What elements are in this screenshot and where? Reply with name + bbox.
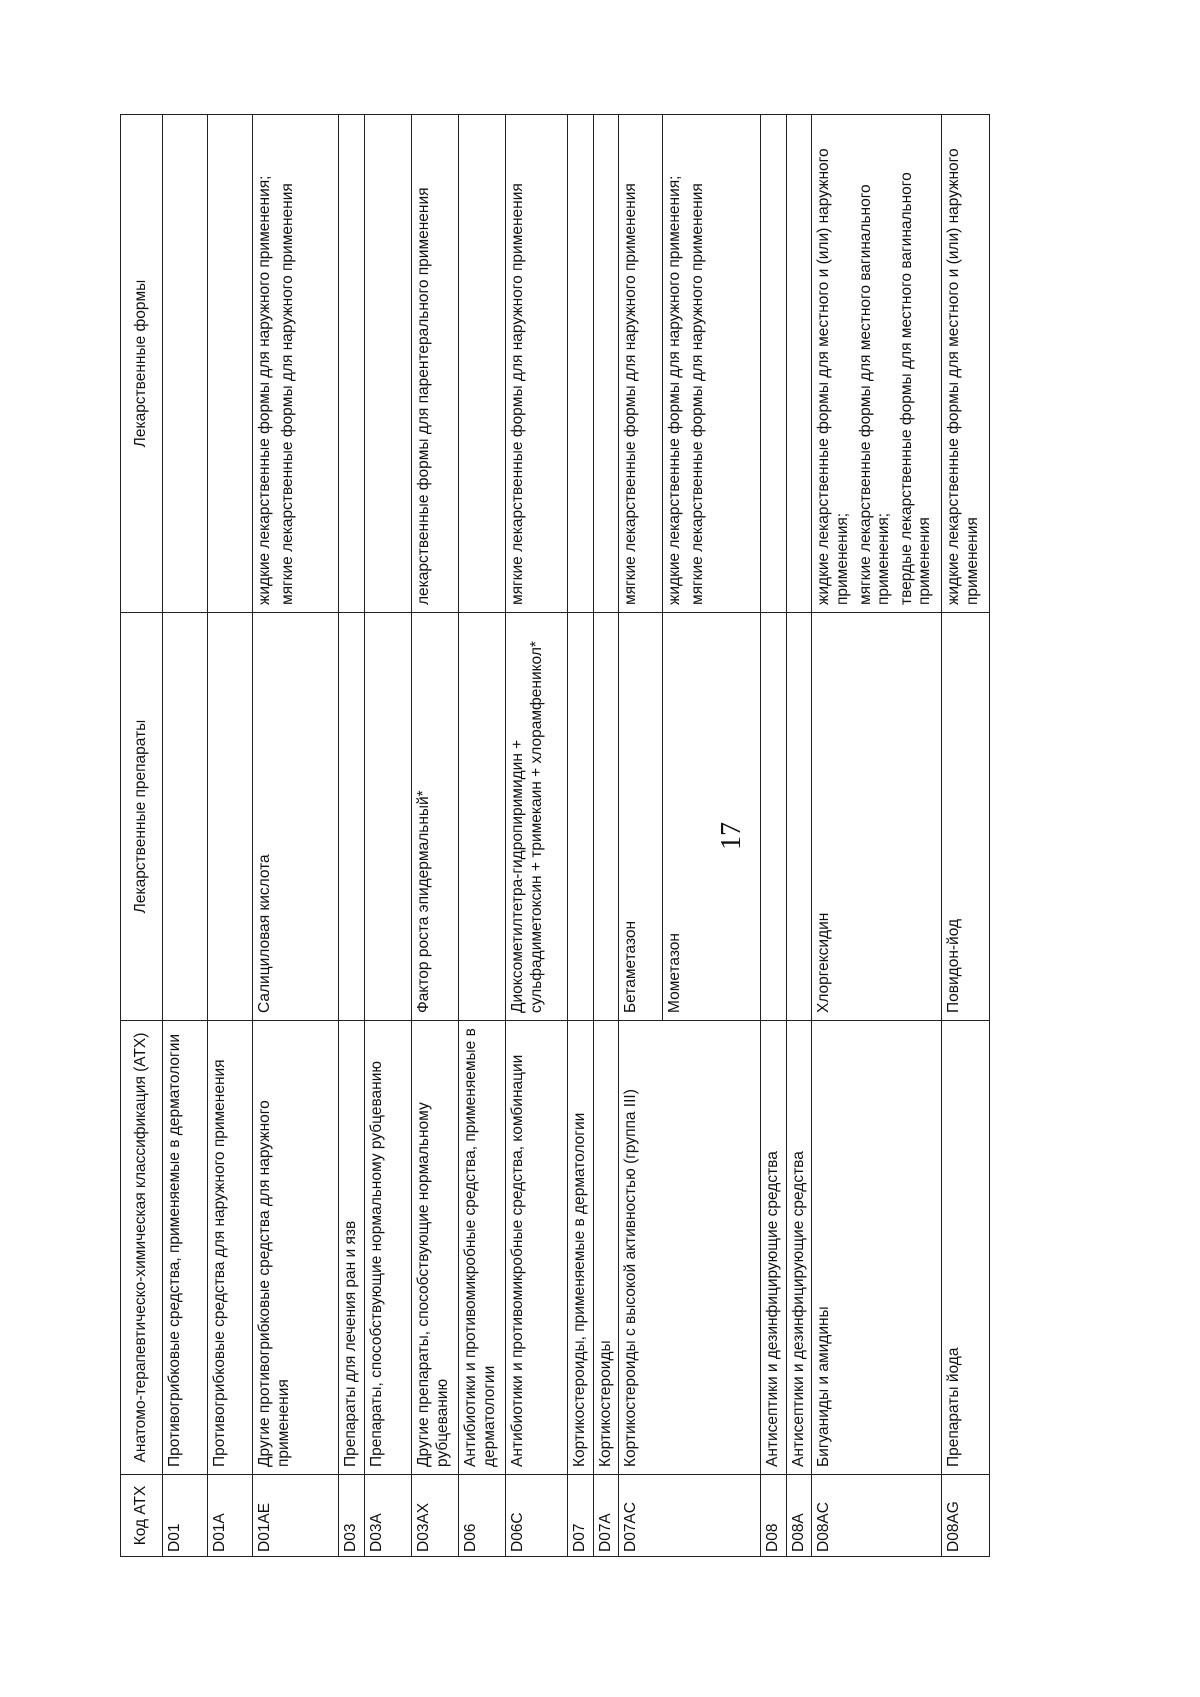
atc-code-cell: D07AC — [619, 1475, 761, 1557]
atc-code-cell: D06 — [459, 1475, 506, 1557]
header-code: Код АТХ — [121, 1475, 163, 1557]
atc-code-cell: D08AC — [812, 1475, 942, 1557]
drug-cell — [163, 613, 208, 1021]
header-atc: Анатомо-терапевтическо-химическая классификация (АТХ) — [121, 1021, 163, 1475]
drug-cell: Повидон-йод — [942, 613, 990, 1021]
dosage-form-line: мягкие лекарственные формы для наружного применения — [688, 183, 706, 605]
forms-cell — [208, 115, 253, 613]
table-row — [942, 115, 990, 1557]
table-row — [619, 115, 663, 1557]
table-row — [812, 115, 942, 1557]
drug-cell: Мометазон — [663, 613, 761, 1021]
atc-table — [120, 114, 990, 1557]
atc-code-cell: D03A — [365, 1475, 412, 1557]
drug-cell: Бетаметазон — [619, 613, 663, 1021]
atc-name-cell: Препараты для лечения ран и язв — [339, 1021, 365, 1475]
atc-code-cell: D01AE — [253, 1475, 339, 1557]
table-row — [339, 115, 365, 1557]
header-forms: Лекарственные формы — [121, 115, 163, 613]
atc-code-cell: D07 — [568, 1475, 594, 1557]
dosage-form-line: жидкие лекарственные формы для местного и (или) наружного применения; — [815, 148, 851, 605]
dosage-form-line: жидкие лекарственные формы для местного и (или) наружного применения — [945, 148, 981, 605]
atc-name-cell: Бигуаниды и амидины — [812, 1021, 942, 1475]
drug-cell: Диоксометилтетра-гидропиримидин + сульфадиметоксин + тримекаин + хлорамфеникол* — [506, 613, 568, 1021]
atc-code-cell: D08AG — [942, 1475, 990, 1557]
drug-cell: Хлоргексидин — [812, 613, 942, 1021]
forms-cell — [339, 115, 365, 613]
table-row — [163, 115, 208, 1557]
forms-cell — [942, 115, 990, 613]
forms-cell — [568, 115, 594, 613]
table-row — [568, 115, 594, 1557]
atc-name-cell: Антисептики и дезинфицирующие средства — [761, 1021, 787, 1475]
dosage-form-line: мягкие лекарственные формы для наружного применения — [509, 183, 526, 605]
atc-name-cell: Препараты йода — [942, 1021, 990, 1475]
forms-cell — [506, 115, 568, 613]
forms-cell — [412, 115, 459, 613]
forms-cell — [459, 115, 506, 613]
forms-cell — [786, 115, 812, 613]
atc-code-cell: D03 — [339, 1475, 365, 1557]
table-row — [208, 115, 253, 1557]
atc-code-cell: D07A — [593, 1475, 619, 1557]
dosage-form-line: мягкие лекарственные формы для наружного применения — [278, 183, 296, 605]
drug-cell — [568, 613, 594, 1021]
forms-cell — [593, 115, 619, 613]
table-row — [786, 115, 812, 1557]
table-row — [365, 115, 412, 1557]
atc-code-cell: D08 — [761, 1475, 787, 1557]
table-row — [459, 115, 506, 1557]
atc-name-cell: Другие препараты, способствующие нормальному рубцеванию — [412, 1021, 459, 1475]
drug-cell — [459, 613, 506, 1021]
atc-name-cell: Кортикостероиды, применяемые в дерматологии — [568, 1021, 594, 1475]
forms-cell — [253, 115, 339, 613]
page-number: 17 — [716, 822, 747, 850]
atc-code-cell: D01 — [163, 1475, 208, 1557]
table-row — [593, 115, 619, 1557]
atc-name-cell: Противогрибковые средства, применяемые в дерматологии — [163, 1021, 208, 1475]
drug-cell — [786, 613, 812, 1021]
table-row — [506, 115, 568, 1557]
forms-cell — [619, 115, 663, 613]
atc-code-cell: D06C — [506, 1475, 568, 1557]
table-header-row — [121, 115, 163, 1557]
forms-cell — [365, 115, 412, 613]
dosage-form-line: мягкие лекарственные формы для местного вагинального применения; — [856, 184, 893, 605]
table-row — [412, 115, 459, 1557]
atc-name-cell: Кортикостероиды с высокой активностью (группа III) — [619, 1021, 761, 1475]
table-body — [163, 115, 990, 1557]
drug-cell: Фактор роста эпидермальный* — [412, 613, 459, 1021]
drug-cell — [593, 613, 619, 1021]
atc-name-cell: Кортикостероиды — [593, 1021, 619, 1475]
atc-name-cell: Другие противогрибковые средства для наружного применения — [253, 1021, 339, 1475]
forms-cell — [663, 115, 761, 613]
drug-cell — [339, 613, 365, 1021]
rotated-table-container — [120, 115, 1058, 1557]
table-row — [761, 115, 787, 1557]
forms-cell — [163, 115, 208, 613]
dosage-form-line: жидкие лекарственные формы для наружного применения; — [666, 175, 684, 605]
drug-cell: Салициловая кислота — [253, 613, 339, 1021]
dosage-form-line: мягкие лекарственные формы для наружного применения — [622, 183, 640, 605]
drug-cell — [365, 613, 412, 1021]
header-drugs: Лекарственные препараты — [121, 613, 163, 1021]
atc-name-cell: Антибиотики и противомикробные средства, комбинации — [506, 1021, 568, 1475]
drug-cell — [208, 613, 253, 1021]
dosage-form-line: жидкие лекарственные формы для наружного применения; — [256, 175, 273, 605]
atc-name-cell: Антибиотики и противомикробные средства, применяемые в дерматологии — [459, 1021, 506, 1475]
forms-cell — [761, 115, 787, 613]
drug-cell — [761, 613, 787, 1021]
dosage-form-line: лекарственные формы для парентерального применения — [415, 187, 432, 605]
forms-cell — [812, 115, 942, 613]
atc-name-cell: Противогрибковые средства для наружного применения — [208, 1021, 253, 1475]
dosage-form-line: твердые лекарственные формы для местного вагинального применения — [897, 172, 934, 605]
atc-code-cell: D08A — [786, 1475, 812, 1557]
atc-code-cell: D01A — [208, 1475, 253, 1557]
atc-name-cell: Антисептики и дезинфицирующие средства — [786, 1021, 812, 1475]
table-row — [253, 115, 339, 1557]
atc-name-cell: Препараты, способствующие нормальному рубцеванию — [365, 1021, 412, 1475]
atc-code-cell: D03AX — [412, 1475, 459, 1557]
